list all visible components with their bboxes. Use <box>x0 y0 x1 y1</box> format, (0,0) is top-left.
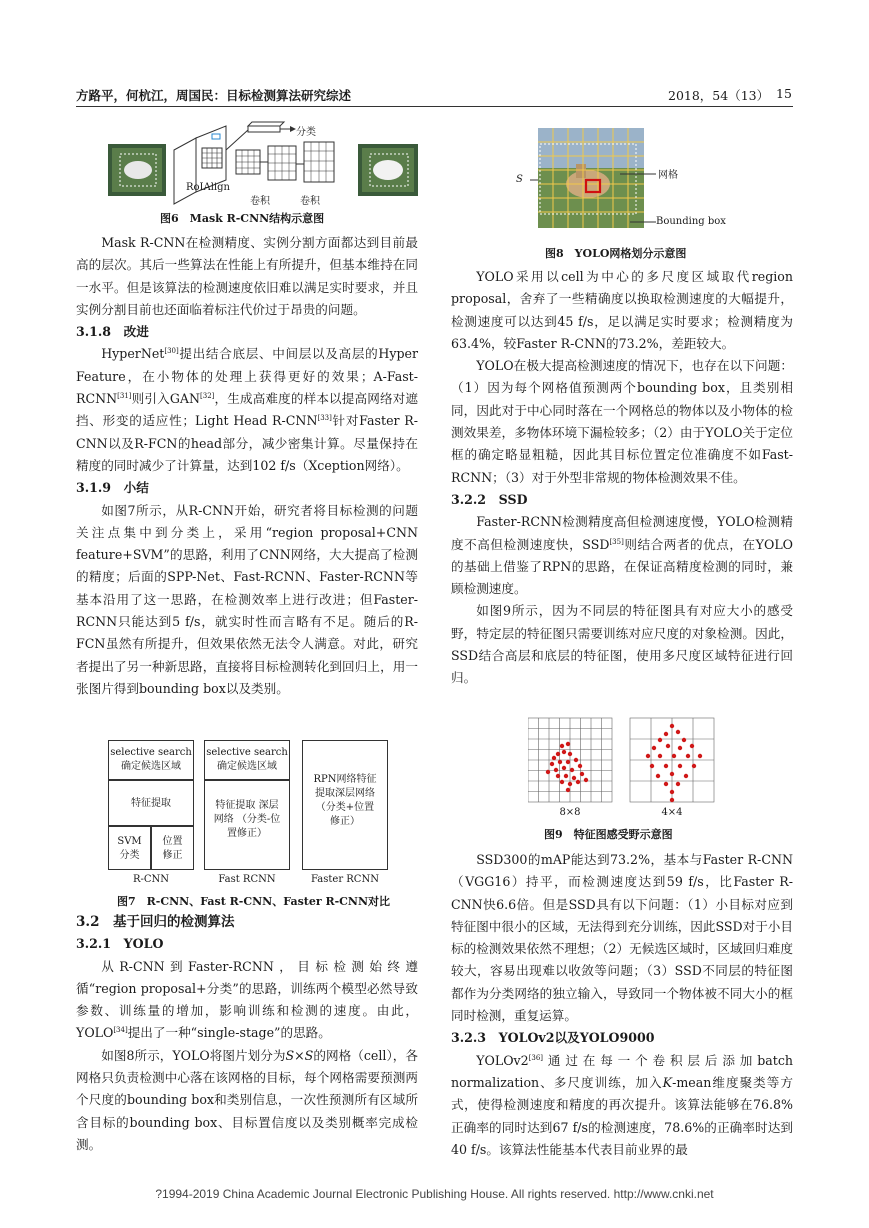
fig7-fast-feature: 特征提取 深层网络 （分类-位置修正） <box>204 780 290 870</box>
heading-3-2: 3.2 基于回归的检测算法 <box>76 914 235 930</box>
fig8-grid-label: 网格 <box>658 170 678 181</box>
heading-3-2-1: 3.2.1 YOLO <box>76 936 164 952</box>
page-number: 15 <box>776 86 792 101</box>
fig6-label-conv2: 卷积 <box>300 196 320 207</box>
figure-7-caption: 图7 R-CNN、Fast R-CNN、Faster R-CNN对比 <box>117 895 391 908</box>
fig7-label-rcnn: R-CNN <box>132 874 170 885</box>
paragraph-yolov2: YOLOv2[36]通过在每一个卷积层后添加batch normalization、多尺度训练，加入K-mean维度聚类等方式，使得检测速度和精度的再次提升。该算法能够在76.8%正确率的同时达到67 f/s的检测速度，78.6%的正确率时达到40 f/s。该算法性能基本代表目前业界的最 <box>451 1052 793 1157</box>
footer-copyright: ?1994-2019 China Academic Journal Electronic Publishing House. All rights reserved. http://www.cnki.net <box>155 1187 714 1201</box>
paragraph-ssd-intro: Faster-RCNN检测精度高但检测速度慢，YOLO检测精度不高但检测速度快，SSD[35]则结合两者的优点，在YOLO的基础上借鉴了RPN的思路，在保证高精度检测的同时，兼顾检测速度。 <box>451 514 794 597</box>
fig7-faster-rpn: RPN网络特征提取深层网络（分类+位置修正） <box>302 740 388 870</box>
receptive-field-diagram <box>528 716 718 808</box>
figure-8-caption: 图8 YOLO网格划分示意图 <box>545 247 687 260</box>
figure-7 <box>108 740 390 890</box>
right-column-bottom <box>451 849 793 1161</box>
fig9-label-8x8: 8×8 <box>559 807 581 818</box>
fig6-label-classify: 分类 <box>296 127 316 138</box>
figure-8 <box>510 124 740 232</box>
fig6-label-conv1: 卷积 <box>250 196 270 207</box>
fig9-label-4x4: 4×4 <box>661 807 683 818</box>
paragraph-yolo-problems: YOLO在极大提高检测速度的情况下，也存在以下问题：（1）因为每个网格值预测两个bounding box，且类别相同，因此对于中心同时落在一个网格总的物体以及小物体的检测效果差，多物体环境下漏检较多；（2）由于YOLO关于定位框的确定略显粗糙，因此其目标位置定位准确度不如Fast-RCNN；（3）对于外型非常规的物体检测效果不佳。 <box>451 358 793 485</box>
grid-4x4 <box>630 718 714 802</box>
left-column-top <box>76 232 418 700</box>
paragraph-3-1-8: HyperNet[30]提出结合底层、中间层以及高层的Hyper Feature，在小物体的处理上获得更好的效果；A-Fast-RCNN[31]则引入GAN[32]，生成高难度的样本以提高网络对遮挡、形变的适应性；Light Head R-CNN[33]针对Faster R-CNN以及R-FCN的head部分，减少密集计算。尽量保持在精度的同时减少了计算量，达到102 f/s（Xception网络）。 <box>76 346 418 473</box>
running-header-title: 方路平，何杭江，周国民：目标检测算法研究综述 <box>76 88 352 103</box>
fig6-label-roialign: RoIAlign <box>186 182 230 193</box>
fig7-rcnn-position: 位置 修正 <box>151 826 194 870</box>
fig7-rcnn-selective-search: selective search 确定候选区域 <box>108 740 194 780</box>
paragraph-3-2-1-b: 如图8所示，YOLO将图片划分为S×S的网格（cell），各网格只负责检测中心落在该网格的目标，每个网格需要预测两个尺度的bounding box和类别信息，一次性预测所有区域所含目标的bounding box、目标置信度以及类别概率完成检测。 <box>76 1047 418 1152</box>
heading-3-2-3: 3.2.3 YOLOv2以及YOLO9000 <box>451 1030 655 1046</box>
fig7-label-fast: Fast RCNN <box>218 874 276 885</box>
fig7-rcnn-svm: SVM 分类 <box>108 826 151 870</box>
figure-6-caption: 图6 Mask R-CNN结构示意图 <box>160 212 325 225</box>
fig8-bbox-label: Bounding box <box>656 216 726 227</box>
running-header-issue: 2018，54（13） <box>668 88 770 103</box>
fig8-s-label: S <box>516 174 523 185</box>
paragraph-yolo-cell: YOLO采用以cell为中心的多尺度区域取代region proposal，舍弃了一些精确度以换取检测速度的大幅提升，检测速度可以达到45 f/s，足以满足实时要求；检测精度为63.4%，较Faster R-CNN的73.2%，差距较大。 <box>451 269 793 351</box>
fig7-label-faster: Faster RCNN <box>311 874 379 885</box>
right-column-top <box>451 266 793 690</box>
header-rule <box>76 106 793 107</box>
fig7-fast-selective-search: selective search 确定候选区域 <box>204 740 290 780</box>
paragraph-mask-rcnn: Mask R-CNN在检测精度、实例分割方面都达到目前最高的层次。其后一些算法在性能上有所提升，但基本维持在同一水平。但是该算法的检测速度依旧难以满足实时要求，并且实例分割目前也还面临着标注代价过于昂贵的问题。 <box>76 235 418 317</box>
heading-3-1-8: 3.1.8 改进 <box>76 324 149 340</box>
heading-3-2-2: 3.2.2 SSD <box>451 491 528 507</box>
fig7-rcnn-feature: 特征提取 <box>108 780 194 826</box>
paragraph-ssd-fig9: 如图9所示，因为不同层的特征图具有对应大小的感受野，特定层的特征图只需要训练对应尺度的对象检测。因此，SSD结合高层和底层的特征图，使用多尺度区域特征进行回归。 <box>451 603 793 686</box>
left-column-bottom <box>76 911 418 1156</box>
figure-6 <box>108 120 418 208</box>
figure-9-caption: 图9 特征图感受野示意图 <box>544 828 673 841</box>
heading-3-1-9: 3.1.9 小结 <box>76 480 149 496</box>
paragraph-3-1-9: 如图7所示，从R-CNN开始，研究者将目标检测的问题关注点集中到分类上，采用“region proposal+CNN feature+SVM”的思路，利用了CNN网络，大大提高了检测的精度；后面的SPP-Net、Fast-RCNN、Faster-RCNN等基本沿用了这一思路，在检测效率上进行改进；但Faster-RCNN只能达到5 f/s，就实时性而言略有不足。随后的R-FCN虽然有所提升，但效果依然无法令人满意。对此，研究者提出了另一种新思路，直接将目标检测转化到回归上，用一张图片得到bounding box以及类别。 <box>76 502 418 696</box>
paragraph-ssd300: SSD300的mAP能达到73.2%，基本与Faster R-CNN（VGG16）持平，而检测速度达到59 f/s，比Faster R-CNN快6.6倍。但是SSD具有以下问题：（1）小目标对应到特征图中很小的区域，无法得到充分训练，因此SSD对于小目标的检测效果依然不理想；（2）无候选区域时，区域回归难度较大，容易出现难以收敛等问题；（3）SSD不同层的特征图都作为分类网络的独立输入，导致同一个物体被不同大小的框同时检测，重复运算。 <box>451 852 793 1024</box>
figure-9 <box>528 716 718 822</box>
paragraph-3-2-1-a: 从R-CNN到Faster-RCNN，目标检测始终遵循“region proposal+分类”的思路，训练两个模型必然导致参数、训练量的增加，影响训练和检测的速度。由此，YOLO[34]提出了一种“single-stage”的思路。 <box>76 958 418 1041</box>
